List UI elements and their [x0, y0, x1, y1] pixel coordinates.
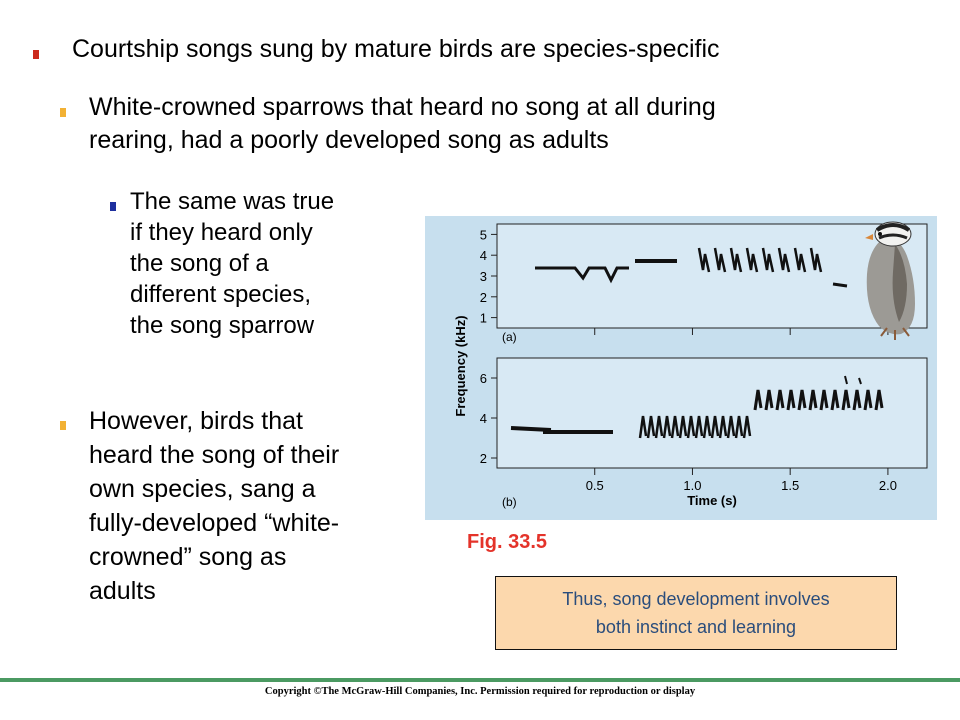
text-line: crowned” song as [89, 543, 287, 571]
y-tick-label: 2 [479, 289, 487, 305]
panel-b-label: (b) [502, 495, 517, 509]
panel-a-plot-area [497, 224, 927, 328]
spectrogram-figure [425, 216, 937, 520]
text-line: fully-developed “white- [89, 509, 340, 537]
text-line: However, birds that [89, 407, 303, 435]
text-line: own species, sang a [89, 475, 316, 503]
text-line: rearing, had a poorly developed song as adults [89, 125, 609, 154]
text-line: different species, [130, 281, 311, 308]
text-line: if they heard only [130, 219, 313, 246]
panel-b-plot-area [497, 358, 927, 468]
conclusion-callout [495, 576, 897, 650]
bullet-marker-level1 [33, 50, 39, 59]
footer-divider [0, 678, 960, 682]
spectrogram-trace [511, 428, 551, 430]
y-tick-label: 6 [479, 371, 487, 386]
y-axis-label: Frequency (kHz) [453, 315, 468, 417]
text-line: the song of a [130, 250, 269, 277]
figure-caption: Fig. 33.5 [467, 531, 548, 553]
callout-line: both instinct and learning [595, 617, 797, 637]
text-line: adults [89, 577, 156, 605]
y-tick-label: 4 [479, 248, 487, 264]
text-line: heard the song of their [89, 441, 340, 469]
bullet-level3-text [130, 186, 334, 341]
callout-line: Thus, song development involves [562, 589, 830, 609]
text-line: the song sparrow [130, 312, 315, 339]
x-tick-label: 1.0 [683, 478, 702, 493]
bullet-marker-level2 [60, 421, 66, 430]
copyright-notice: Copyright ©The McGraw-Hill Companies, Inc. Permission required for reproduction or display [264, 686, 696, 697]
x-tick-label: 2.0 [878, 478, 897, 493]
y-tick-label: 1 [479, 310, 487, 326]
y-tick-label: 5 [479, 227, 487, 243]
bullet-marker-level2 [60, 108, 66, 117]
x-tick-label: 0.5 [585, 478, 604, 493]
text-line: The same was true [130, 188, 335, 215]
spectrogram-svg [425, 216, 937, 520]
x-axis-label: Time (s) [687, 493, 737, 508]
bullet-level1-text: Courtship songs sung by mature birds are species-specific [72, 35, 720, 63]
bullet-level2-text [89, 91, 716, 156]
panel-a-label: (a) [502, 330, 517, 344]
y-tick-label: 2 [479, 451, 487, 466]
y-tick-label: 4 [479, 411, 487, 426]
x-tick-label: 1.5 [781, 478, 800, 493]
bullet-level2-text [89, 404, 339, 608]
text-line: White-crowned sparrows that heard no song at all during [89, 93, 716, 121]
bullet-marker-level3 [110, 202, 116, 211]
spectrogram-trace [833, 284, 847, 286]
y-tick-label: 3 [479, 269, 487, 284]
